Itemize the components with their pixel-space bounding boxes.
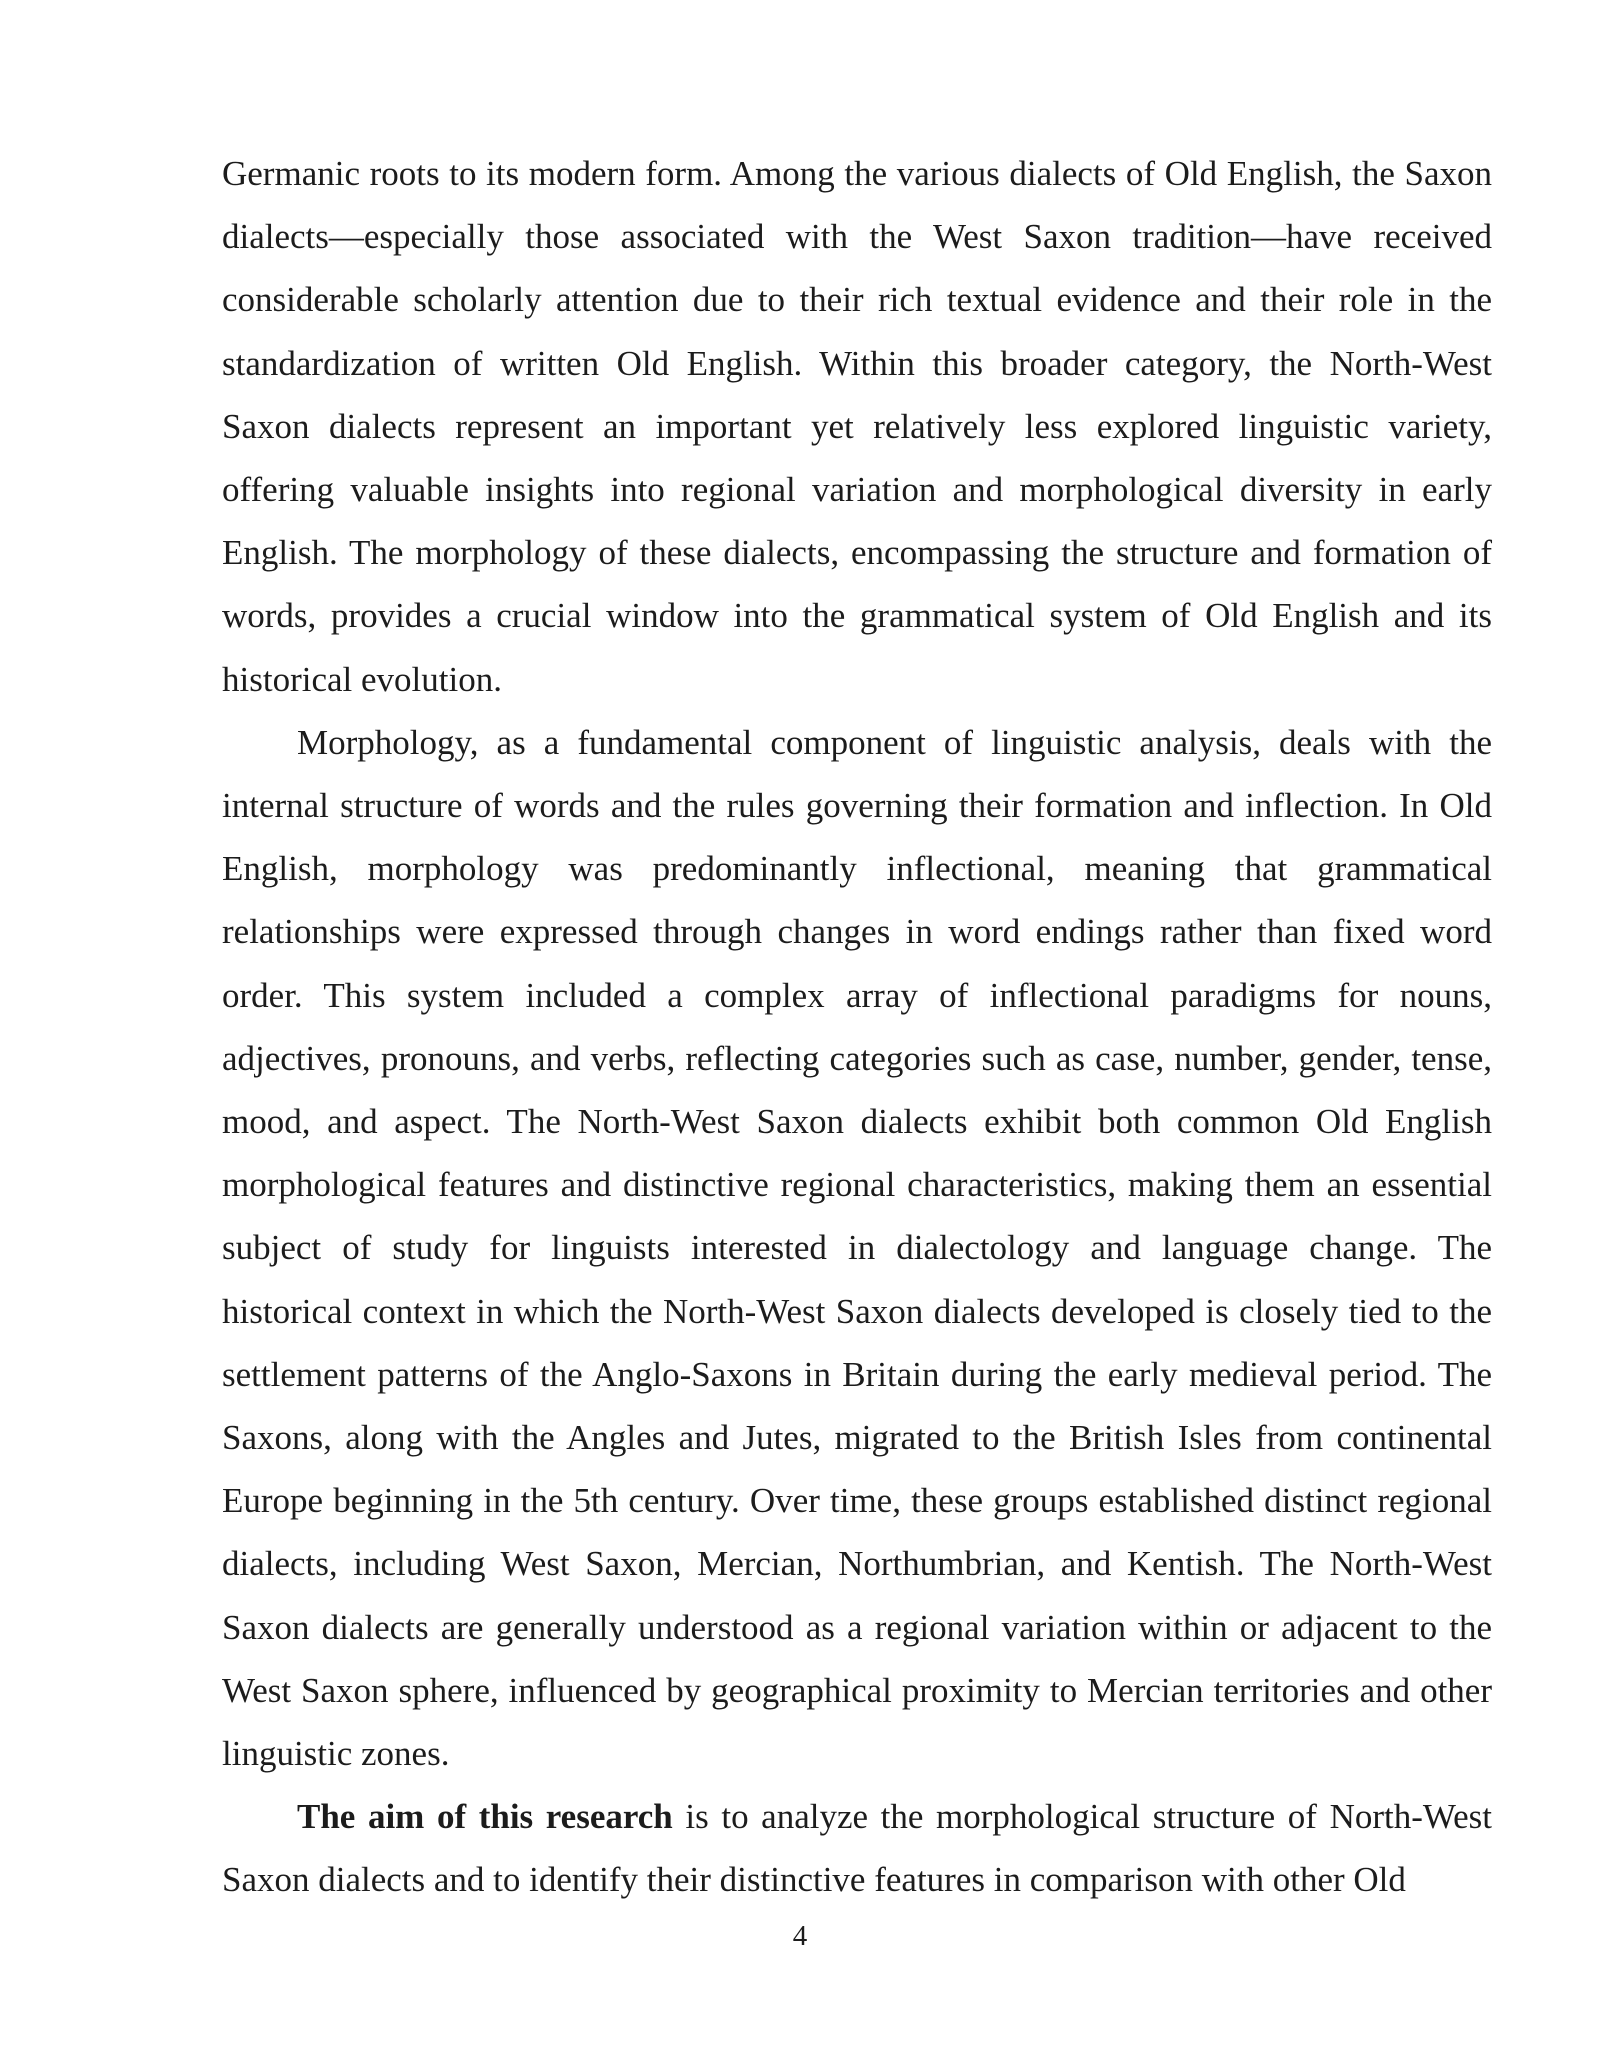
paragraph-research-aim: [222, 1785, 1492, 1911]
paragraph-continuation: Germanic roots to its modern form. Among the various dialects of Old English, the Saxon dialects—especially those associated with the West Saxon tradition—have received considerable scholarly attention due to their rich textual evidence and their role in the standardization of written Old English. Within this broader category, the North-West Saxon dialects represent an important yet relatively less explored linguistic variety, offering valuable insights into regional variation and morphological diversity in early English. The morphology of these dialects, encompassing the structure and formation of words, provides a crucial window into the grammatical system of Old English and its historical evolution.: [222, 154, 1492, 699]
research-aim-heading: The aim of this research: [297, 1797, 673, 1837]
page-number: 4: [792, 1920, 808, 1952]
research-aim-text: is to analyze the morphological structure of North-West Saxon dialects and to identify their distinctive features in comparison with other Old: [222, 1797, 1492, 1900]
body-text: [222, 142, 1492, 1912]
paragraph-morphology: Morphology, as a fundamental component of linguistic analysis, deals with the internal structure of words and the rules governing their formation and inflection. In Old English, morphology was predominantly inflectional, meaning that grammatical relationships were expressed through changes in word endings rather than fixed word order. This system included a complex array of inflectional paradigms for nouns, adjectives, pronouns, and verbs, reflecting categories such as case, number, gender, tense, mood, and aspect. The North-West Saxon dialects exhibit both common Old English morphological features and distinctive regional characteristics, making them an essential subject of study for linguists interested in dialectology and language change. The historical context in which the North-West Saxon dialects developed is closely tied to the settlement patterns of the Anglo-Saxons in Britain during the early medieval period. The Saxons, along with the Angles and Jutes, migrated to the British Isles from continental Europe beginning in the 5th century. Over time, these groups established distinct regional dialects, including West Saxon, Mercian, Northumbrian, and Kentish. The North-West Saxon dialects are generally understood as a regional variation within or adjacent to the West Saxon sphere, influenced by geographical proximity to Mercian territories and other linguistic zones.: [222, 722, 1492, 1774]
